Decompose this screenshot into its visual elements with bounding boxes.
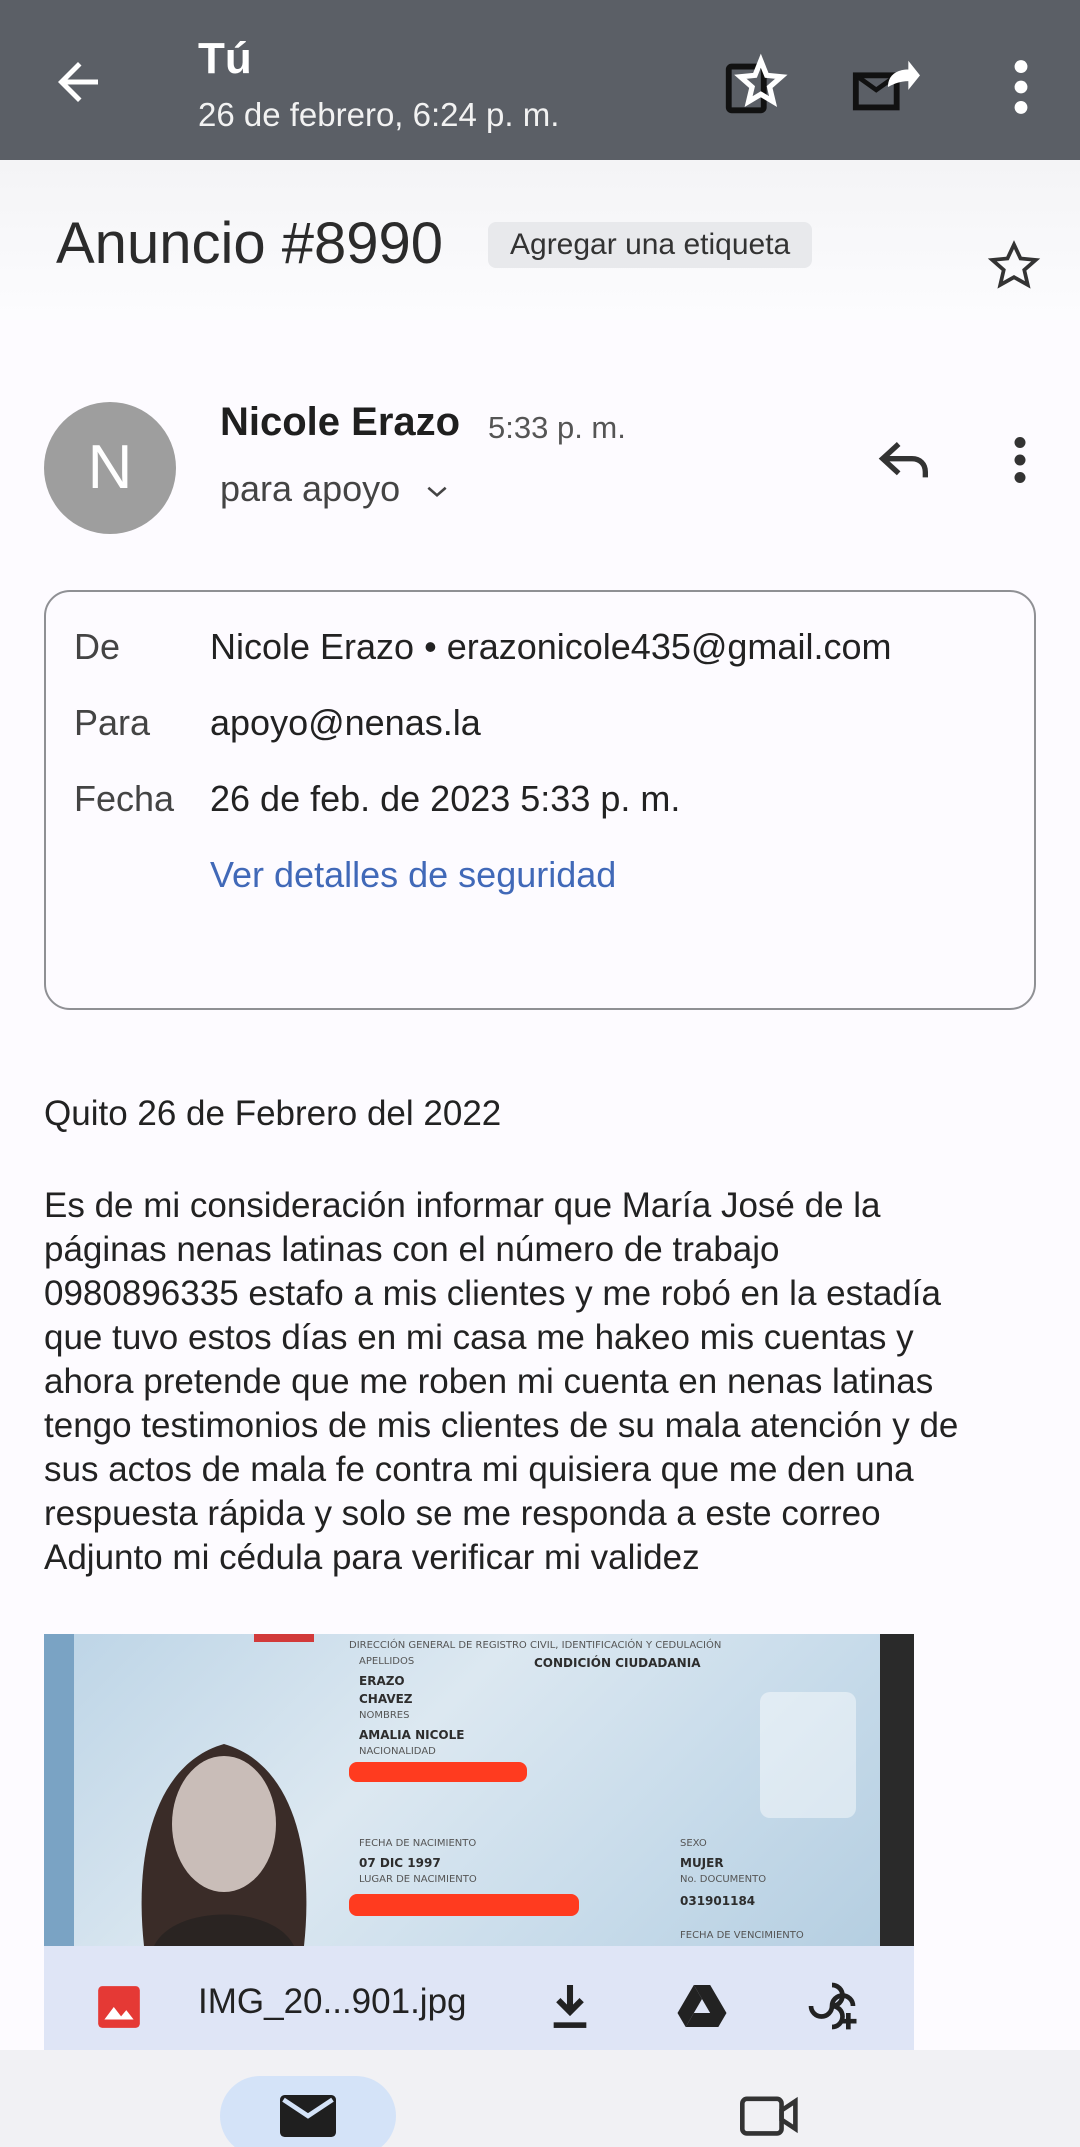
id-apellidos-label: APELLIDOS: [359, 1656, 415, 1667]
id-nombres: AMALIA NICOLE: [359, 1728, 465, 1742]
sender-name: Nicole Erazo: [220, 400, 461, 444]
download-icon[interactable]: [542, 1978, 598, 2034]
id-nombres-label: NOMBRES: [359, 1710, 410, 1721]
id-condicion: CONDICIÓN CIUDADANIA: [534, 1656, 701, 1670]
id-vencimiento-label: FECHA DE VENCIMIENTO: [680, 1930, 804, 1941]
sender-avatar[interactable]: N: [44, 402, 176, 534]
security-details-link[interactable]: Ver detalles de seguridad: [210, 854, 617, 895]
drive-icon[interactable]: [674, 1978, 730, 2034]
from-value: Nicole Erazo • erazonicole435@gmail.com: [210, 626, 892, 667]
more-vert-icon[interactable]: [1000, 428, 1040, 492]
date-label: Fecha: [74, 778, 175, 819]
id-card-header: DIRECCIÓN GENERAL DE REGISTRO CIVIL, IDENTIFICACIÓN Y CEDULACIÓN: [349, 1640, 722, 1651]
email-details-card: [44, 590, 1036, 1010]
id-sexo-label: SEXO: [680, 1838, 707, 1849]
id-apellido2: CHAVEZ: [359, 1692, 413, 1706]
id-ghost-photo: [760, 1692, 856, 1818]
recipient-toggle[interactable]: [220, 468, 450, 510]
id-card-edge: [44, 1634, 74, 1946]
archive-icon[interactable]: [720, 52, 790, 122]
id-fecha-nac-label: FECHA DE NACIMIENTO: [359, 1838, 477, 1849]
forward-icon[interactable]: [850, 52, 920, 122]
back-arrow-icon[interactable]: [48, 52, 108, 112]
id-documento-label: No. DOCUMENTO: [680, 1874, 767, 1885]
video-icon[interactable]: [740, 2090, 800, 2140]
id-lugar-nac-label: LUGAR DE NACIMIENTO: [359, 1874, 477, 1885]
date-value: 26 de feb. de 2023 5:33 p. m.: [210, 778, 681, 819]
star-icon[interactable]: [986, 238, 1042, 294]
body-date-line: Quito 26 de Febrero del 2022: [44, 1094, 502, 1133]
id-card-edge: [880, 1634, 914, 1946]
thread-title: Tú: [198, 34, 252, 83]
mail-icon[interactable]: [280, 2094, 336, 2138]
id-apellido1: ERAZO: [359, 1674, 405, 1688]
app-bar: [0, 0, 1080, 160]
id-photo: [114, 1704, 334, 1946]
id-nacionalidad-label: NACIONALIDAD: [359, 1746, 436, 1757]
reply-icon[interactable]: [872, 428, 936, 492]
subject-row: [0, 160, 1080, 320]
add-label-chip[interactable]: Agregar una etiqueta: [488, 222, 812, 268]
image-icon: [94, 1982, 144, 2032]
to-value: apoyo@nenas.la: [210, 702, 481, 743]
redaction-mark: [349, 1894, 579, 1916]
id-sexo: MUJER: [680, 1856, 724, 1870]
more-vert-icon[interactable]: [986, 52, 1056, 122]
bottom-navigation: [0, 2050, 1080, 2147]
body-paragraph: Es de mi consideración informar que María José de la páginas nenas latinas con el número de trabajo 0980896335 estafo a mis clientes y me robó en la estadía que tuvo estos días en mi casa me hakeo mis cuentas y ahora pretende que me roben mi cuenta en nenas latinas tengo testimonios de mis clientes de su mala atención y de sus actos de mala fe contra mi quisiera que me den una respuesta rápida y solo se me responda a este correo Adjunto mi cédula para verificar mi validez: [44, 1186, 959, 1577]
id-card-flag: [254, 1634, 314, 1642]
id-fecha-nac: 07 DIC 1997: [359, 1856, 441, 1870]
to-label: Para: [74, 702, 151, 743]
from-label: De: [74, 626, 121, 667]
email-time: 5:33 p. m.: [488, 410, 626, 445]
chevron-up-icon: [424, 478, 450, 504]
thread-date: 26 de febrero, 6:24 p. m.: [198, 96, 560, 133]
photos-add-icon[interactable]: [804, 1978, 860, 2034]
redaction-mark: [349, 1762, 527, 1782]
recipient-summary: para apoyo: [220, 468, 401, 509]
attachment-bar: [44, 1946, 914, 2054]
email-subject: Anuncio #8990: [56, 211, 443, 276]
attachment-preview-image[interactable]: [44, 1634, 914, 1946]
attachment-card[interactable]: [44, 1634, 914, 2054]
id-documento: 031901184: [680, 1894, 756, 1908]
attachment-filename[interactable]: IMG_20...901.jpg: [198, 1982, 467, 2021]
